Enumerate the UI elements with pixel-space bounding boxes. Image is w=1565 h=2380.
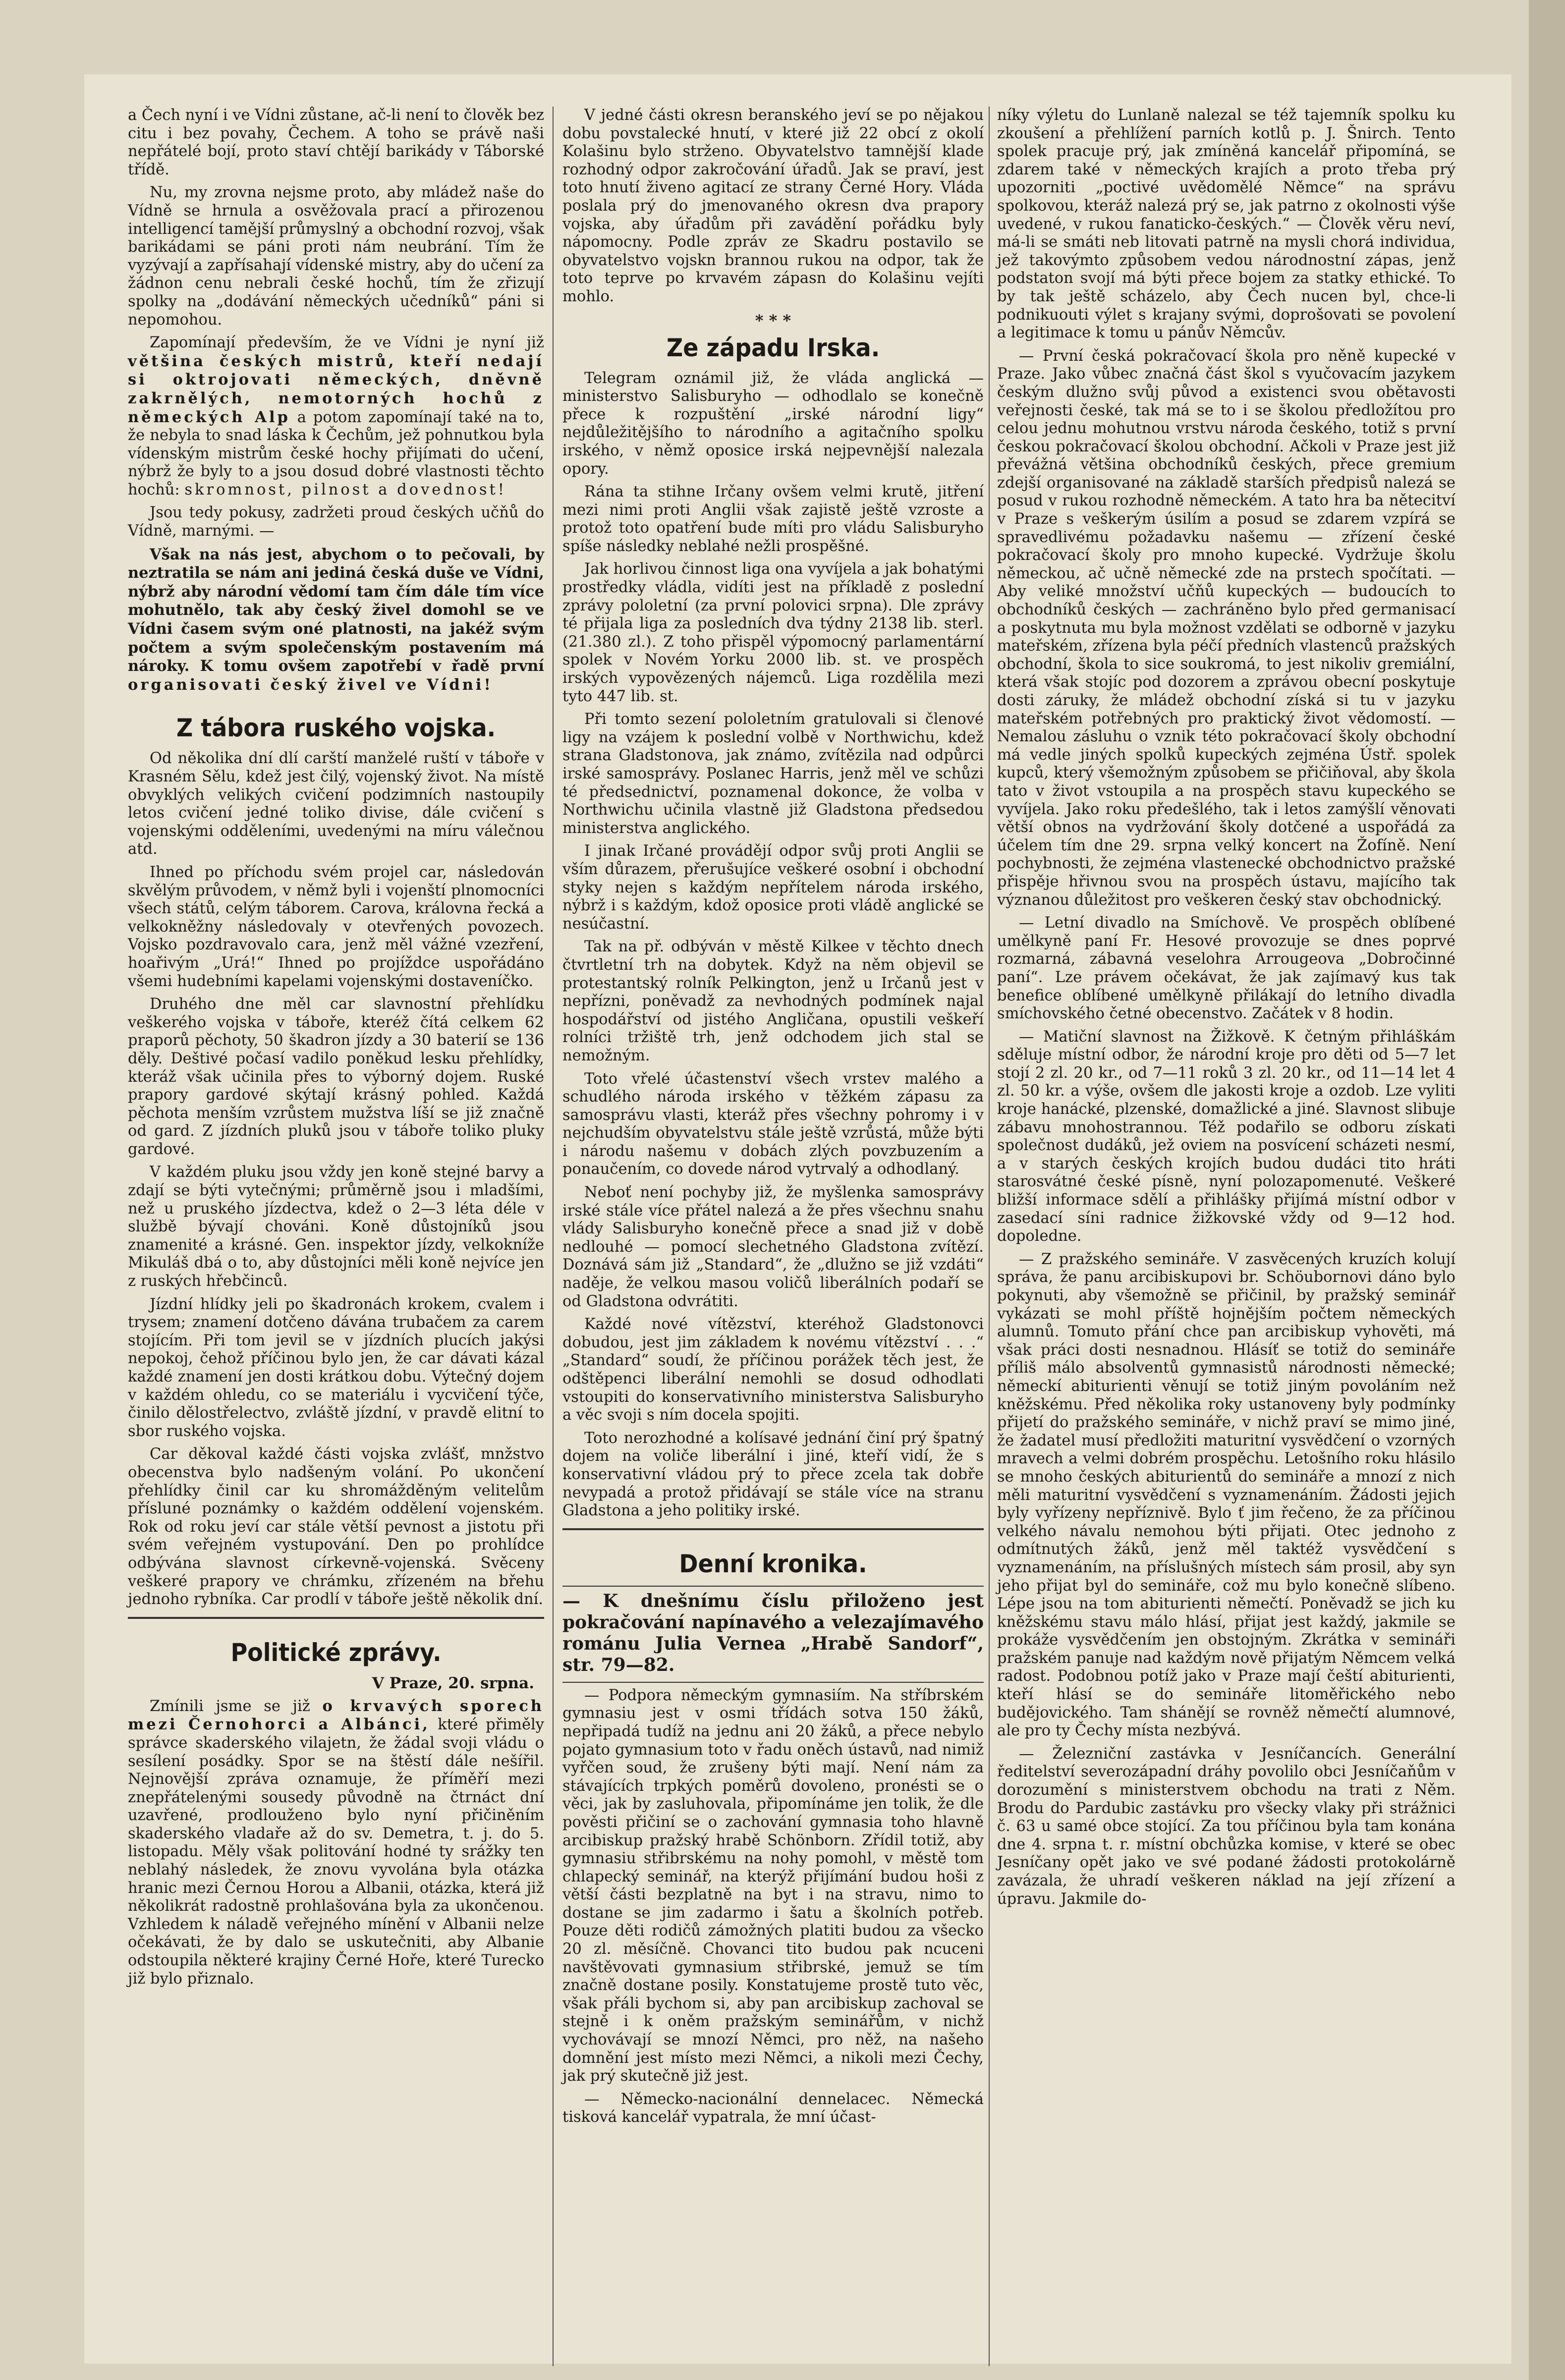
paragraph: Ihned po příchodu svém projel car, následován skvělým průvodem, v němž byli i vojenští plnomocníci všech států, celým táborem. Carova, královna řecká a velkokněžny následovaly v otevřených povozech. Vojsko pozdravovalo cara, jenž měl vážné vzezření, hoařivým „Urá!“ Ihned po projíždce uspořádáno všemi hudebními kapelami vojenskými dostaveníčko.	[128, 863, 544, 990]
paragraph: Toto nerozhodné a kolísavé jednání činí prý špatný dojem na voliče liberální i jiné, kteří vidí, že s konservativní vládou prý to přece zcela tak dobře nevypadá a protož přidávají se stále více na stranu Gladstona a jeho politiky irské.	[562, 1429, 984, 1520]
paragraph: Druhého dne měl car slavnostní přehlídku veškerého vojska v táboře, kteréž čítá celkem 62 praporů pěchoty, 50 škadron jízdy a 30 baterií se 136 děly. Deštivé počasí vadilo poněkud lesku přehlídky, kteráž však učinila přes to výborný dojem. Ruské prapory gardové skýtají krásný pohled. Každá pěchota menším vzrůstem mužstva líší se již značně od gard. Z jízdních pluků jsou v táboře toliko pluky gardové.	[128, 996, 544, 1158]
paragraph: Zapomínají především, že ve Vídni je nyní již většina českých mistrů, kteří nedají si oktrojovati německých, dněvně zakrnělých, nemotorných hochů z německých Alp a potom zapomínají také na to, že nebyla to snad láska k Čechům, jež pohnutkou byla vídenským mistrům české hochy přijímati do učení, nýbrž že byly to a jsou dosud dobré vlastnosti těchto hochů: skromnost, pilnost a dovednost!	[128, 334, 545, 498]
paragraph: Každé nové vítězství, kteréhož Gladstonovci dobudou, jest jim základem k novému vítězství . . .“ „Standard“ soudí, že příčinou porážek těch jest, že odštěpenci liberální nemohli se dosud odhodlati vstoupiti do konservativního ministerstva Salisburyho a věc svoji s ním docela spojiti.	[562, 1316, 984, 1424]
paragraph: I jinak Irčané provádějí odpor svůj proti Anglii se vším důrazem, přerušujíce veškeré osobní i obchodní styky nejen s každým nepřítelem národa irského, nýbrž i s každým, kdož oposice proti vládě anglické se nesúčastní.	[562, 842, 984, 933]
paragraph: Neboť není pochyby již, že myšlenka samosprávy irské stále více přátel nalezá a že přes všechnu snahu vlády Salisburyho konečně přece a snad již v době nedlouhé — pomocí slechetného Gladstona zvítězí. Doznává sám již „Standard“, že „dlužno se již vzdáti“ naděje, že velkou masou voličů liberálních podaří se od Gladstona odvrátiti.	[562, 1184, 984, 1310]
paragraph: Nu, my zrovna nejsme proto, aby mládež naše do Vídně se hrnula a osvěžovala prací a přirozenou intelligencí tamější průmyslný a obchodní rozvoj, však barikádami se páni proti nám neubrání. Tím že vyzývají a zapřísahají vídenské mistry, aby do učení za žádnon cenu nebrali české hochů, tím že zřizují spolky na „dodávání německých učedníků“ páni si nepomohou.	[128, 184, 544, 329]
section-rule	[562, 1586, 984, 1587]
paragraph: — Letní divadlo na Smíchově. Ve prospěch oblíbené umělkyně paní Fr. Hesové provozuje se dnes poprvé rozmarná, zábavná veselohra Arrougeova „Dobročinné paní“. Lze právem očekávat, že jak zajímavý kus tak benefice oblíbené umělkyně přilákají do letního divadla smíchovského četné obecenstvo. Začátek v 8 hodin.	[997, 914, 1455, 1023]
paragraph: — Železniční zastávka v Jesníčancích. Generální ředitelství severozápadní dráhy povolilo obci Jesníčaňům v dorozumění s ministerstvem obchodu na trati z Něm. Brodu do Pardubic zastávku pro všecky vlaky při strážnici č. 63 u samé obce stojící. Za tou příčinou byla tam konána dne 4. srpna t. r. místní obchůzka komise, v které se obec Jesníčany opět jako ve své podané žádosti protokolárně zavázala, že uhradí veškeren náklad na její zřízení a úpravu. Jakmile do-	[997, 1745, 1455, 1908]
paragraph: Od několika dní dlí carští manželé ruští v táboře v Krasném Sělu, kdež jest čilý, vojenský život. Na místě obvyklých velikých cvičení podzimních nastoupily letos cvičení jedné toliko divise, dále cvičení s vojenskými odděleními, uvedenými na míru válečnou atd.	[128, 750, 544, 858]
paragraph: Tak na př. odbýván v městě Kilkee v těchto dnech čtvrtletní trh na dobytek. Když na něm objevil se protestantský rolník Pelkington, jenž u Irčanů jest v nepřízni, poněvadž za nevhodných podmínek najal hospodářství od jistého Angličana, opustili veškeří rolníci tržiště trh, jenž odchodem jich stal se nemožným.	[562, 938, 984, 1064]
separator-stars: * * *	[755, 311, 791, 330]
section-rule	[562, 1528, 984, 1530]
paragraph: Jsou tedy pokusy, zadržeti proud českých učňů do Vídně, marnými. —	[128, 504, 544, 540]
supplement-notice: — K dnešnímu číslu přiloženo jest pokračování napínavého a velezajímavého románu Julia Vernea „Hrabě Sandorf“, str. 79—82.	[562, 1590, 984, 1675]
paragraph: — První česká pokračovací škola pro něně kupecké v Praze. Jako vůbec značná část škol s vyučovacím jazykem českým dlužno svůj původ a existenci svou obětavosti veřejnosti české, tak má se to i se školou předložítou pro celou jednu mohutnou vrstvu národa českého, totiž s první českou pokračovací školou obchodní. Ačkoli v Praze jest již převážná většina obchodníků českých, přece gremium zdejší organisované na základě starších předpisů nalezá se posud v rukou rozhodně německém. A tato hra ba nětecitví v Praze s veškerým úsilím a posud se zdarem vzpírá se spravedlivému požadavku našemu — zřízení české pokračovací školy pro mnoho kupecké. Vydržuje školu německou, ač učně německé zde na prstech spočítati. — Aby veliké množství učňů kupeckých — budoucích to obchodníků českých — zachráněno bylo před germanisací a poskytnuta mu byla možnost vzdělati se odborně v jazyku mateřském, zřízena byla péčí předních vlastenců pražských obchodní, škola to sice soukromá, to jest nikoliv gremiální, která však stojíc pod dozorem a zprávou obecní poskytuje dosti záruky, že mládež obchodní získá si tu v jazyku mateřském potřebných pro praktický život vědomostí. — Nemalou zásluhu o vznik této pokračovací školy obchodní má vedle jiných spolků kupeckých zejména Ústř. spolek kupců, který všemožným způsobem se přičiňoval, aby škola tato v život vstoupila a na prospěch stavu kupeckého se vyvíjela. Jako roku předešlého, tak i letos zamýšlí věnovati větší obnos na vydržování školy dotčené a uspořádá za účelem tím dne 29. srpna velký koncert na Žofíně. Není pochybnosti, že zejména vlastenecké obchodnictvo pražské přispěje hřivnou svou na prospěch ústavu, majícího tak význanou důležitost pro veškeren český stav obchodnický.	[997, 347, 1455, 909]
paragraph: — Podpora německým gymnasiím. Na stříbrském gymnasiu jest v osmi třídách sotva 150 žáků, nepřipadá tudíž na jednu ani 20 žáků, a přece nebylo pojato gymnasium toto v řadu oněch ústavů, nad nimiž vyřčen soud, že zrušeny býti mají. Není nám za stávajících trpkých poměrů dovoleno, pronésti se o věci, jak by zasluhovala, připomínáme jen tolik, že dle pověsti přičiní se o zachování gymnasia toho hlavně arcibiskup pražský hrabě Schönborn. Zřídil totiž, aby gymnasiu střibrskému na nohy pomohl, v městě tom chlapecký seminář, na kterýž přijímání budou hoši z větší části bezplatně na byt i na stravu, nimo to dostane se jim zadarmo i šatu a školních potřeb. Pouze děti rodičů zámožných platiti budou za všecko 20 zl. měsíčně. Chovanci tito budou pak ncuceni navštěvovati gymnasium střibrské, jemuž se tím značně dostane posily. Konstatujeme prostě tuto věc, však přáli bychom si, aby pan arcibiskup zachoval se stejně i k oněm pražským seminářům, v nichž vychovávají se mnozí Němci, pro něž, na našeho domnění jest místo mezi Němci, a nikoli mezi Čechy, jak prý skutečně již jest.	[562, 1686, 984, 2085]
paragraph: — Německo-nacionální dennelacec. Německá tisková kancelář vypatrala, že mní účast-	[562, 2090, 984, 2126]
paragraph: — Z pražského semináře. V zasvěcených kruzích kolují správa, že panu arcibiskupovi br. Schöubornovi dáno bylo pokynuti, aby všemožně se přičinil, by pražský seminář vykázati se mohl příště hojnějším počtem německých alumnů. Tomuto přání chce pan arcibiskup vyhověti, má však práci dosti nesnadnou. Hlásíť se totiž do semináře příliš málo absolventů gymnasistů národnosti německé; německí abiturienti věnují se totiž jiným povoláním než kněžskému. Před několika roky ustanoveny byly podmínky přijetí do pražského semináře, v nichž praví se mimo jiné, že žadatel musí předložiti maturitní vysvědčení o vzorných mravech a velmi dobrém prospěchu. Letošního roku hlásilo se mnoho českých abiturientů do semináře a mnozí z nich měli maturitní vysvědčení s vyznamenáním. Žádosti jejich byly vyřízeny nepříznivě. Bylo ť jim řečeno, že za příčinou velkého návalu nemohou býti přijati. Otec jednoho z odmítnutých žáků, jenž měl taktéž vysvědčení s vyznamenáním, na příslušných místech sám prosil, aby syn jeho přijat byl do semináře, což mu bylo konečně slíbeno. Lépe jsou na tom abiturienti němečtí. Poněvadž se jich ku kněžskému stavu málo hlásí, přijat jest každý, jakmile se prokáže vysvědčením jen obstojným. Zkrátka v semináři pražském panuje nad každým nově přijatým Němcem velká radost. Podobnou potíž jako v Praze mají čeští abiturienti, kteří hlásí se do semináře litoměřického nebo budějovického. Tam shánějí se rovněž němečtí alumnové, ale pro ty Čechy místa nezbývá.	[997, 1250, 1455, 1740]
section-heading: Z tábora ruského vojska.	[176, 714, 496, 743]
paragraph: V každém pluku jsou vždy jen koně stejné barvy a zdají se býti vytečnými; průměrně jsou i mladšími, než u pruského jízdectva, kdež o 2—3 léta déle v službě bývají chováni. Koně důstojníků jsou znamenité a krásné. Gen. inspektor jízdy, velkokníže Mikuláš dbá o to, aby důstojníci měli koně nejvíce jen z ruských hřebčinců.	[128, 1163, 544, 1290]
paragraph: — Matiční slavnost na Žižkově. K četným přihláškám sděluje místní odbor, že národní kroje pro děti od 5—7 let stojí 2 zl. 20 kr., od 7—11 roků 3 zl. 20 kr., od 11—14 let 4 zl. 50 kr. a výše, ovšem dle jakosti kroje a ozdob. Lze vyliti kroje hanácké, plzenské, domažlické a jiné. Slavnost slibuje zábavu mnohostrannou. Též podařilo se odboru získati společnost dudáků, jež oviem na posvícení scházeti nesmí, a v starých českých krojích budou dudáci tito hráti starosvátné české písně, nyní polozapomenuté. Veškeré bližší informace sdělí a přihlášky přijímá místní odbor v zasedací síni radnice žižkovské vždy od 9—12 hod. dopoledne.	[997, 1028, 1455, 1245]
paragraph: Jak horlivou činnost liga ona vyvíjela a jak bohatými prostředky vládla, vidíti jest na příkladě z poslední zprávy pololetní (za první polovici srpna). Dle zprávy té přijala liga za posledních dva týdny 2138 lib. sterl. (21.380 zl.). Z toho přispěl výpomocný parlamentární spolek v Novém Yorku 2000 lib. st. ve prospěch irských vypovězených nájemců. Liga rozdělila mezi tyto 447 lib. st.	[562, 560, 984, 705]
paragraph: Jízdní hlídky jeli po škadronách krokem, cvalem i trysem; znamení dotčeno dávána trubačem za carem stojícím. Při tom jevil se v jízdních plucích jakýsi nepokoj, čehož příčinou bylo jen, že car dávati kázal každé znamení jen dosti krátkou dobu. Výtečný dojem v každém ohledu, co se materiálu i vycvičení týče, činilo dělostřelectvo, zvláště jízdní, v pravdě elitní to sbor ruského vojska.	[128, 1295, 544, 1440]
section-heading: Ze západu Irska.	[666, 333, 880, 362]
paragraph: Však na nás jest, abychom o to pečovali, by neztratila se nám ani jediná česká duše ve Vídni, nýbrž aby národní vědomí tam čím dále tím více mohutnělo, tak aby český živel domohl se ve Vídni časem svým oné platnosti, na jakéž svým počtem a svým společenským postavením má nároky. K tomu ovšem zapotřebí v řadě první organisovati český živel ve Vídni!	[128, 545, 544, 694]
paragraph: a Čech nyní i ve Vídni zůstane, ač-li není to člověk bez citu i bez povahy, Čechem. A toho se právě naši nepřátelé bojí, proto staví chtějí barikády v Táborské třídě.	[128, 107, 544, 178]
paragraph: Car děkoval každé části vojska zvlášť, mnžstvo obecenstva bylo nadšeným volání. Po ukončení přehlídky činil car ku shromážděným velitelům přísluné poznámky o každém oddělení vojenském. Rok od roku jeví car stále větší pevnost a jistotu při svém veřejném vystupování. Den po prohlídce odbývána slavnost církevně-vojenská. Svěceny veškeré prapory ve chrámku, zřízeném na břehu jednoho rybníka. Car prodlí v táboře ještě několik dní.	[128, 1445, 544, 1608]
section-rule	[128, 1617, 544, 1619]
paragraph: Při tomto sezení pololetním gratulovali si členové ligy na vzájem k poslední volbě v Northwichu, kdež strana Gladstonova, jak známo, zvítězila nad odpůrci irské samosprávy. Poslanec Harris, jenž měl ve schůzi té předsednictví, poznamenal dokonce, že volba v Northwichu učinila vlastně již Gladstona předsedou ministerstva anglického.	[562, 711, 984, 837]
section-rule	[562, 1682, 984, 1683]
page-edge	[1529, 0, 1565, 2380]
column-divider	[989, 107, 990, 2366]
section-heading: Denní kronika.	[679, 1549, 867, 1578]
paragraph: Rána ta stihne Irčany ovšem velmi krutě, jitření mezi nimi proti Anglii však zajistě ještě vzroste a protož toto opatření bude míti pro vládu Salisburyho spíše následky neblahé nežli prospěšné.	[562, 483, 984, 555]
column-3	[997, 107, 1455, 1913]
column-1	[128, 107, 544, 1993]
section-heading: Politické zprávy.	[230, 1638, 442, 1667]
paragraph: V jedné části okresn beranského jeví se po nějakou dobu povstalecké hnutí, v které již 22 obcí z okolí Kolašinu bylo strženo. Obyvatelstvo tamnější klade rozhodný odpor zakročování úřadů. Jak se praví, jest toto hnutí živeno agitací ze strany Černé Hory. Vláda poslala prý do jmenovaného okresn dva prapory vojska, aby úřadům při zavádění pořádku byly nápomocny. Podle zpráv ze Skadru postavilo se obyvatelstvo vojskn brannou rukou na odpor, tak že toto teprve po krvavém zápasn do Kolašinu vejíti mohlo.	[562, 107, 984, 305]
paragraph: níky výletu do Lunlaně nalezal se též tajemník spolku ku zkoušení a přehlížení parních kotlů p. J. Šnirch. Tento spolek pracuje prý, jak zmíněná kancelář připomíná, se zdarem také v německých krajích a proto třeba prý upozorniti „poctivé uvědomělé Němce“ na správu spolkovou, kteráž nalezá prý se, jak patrno z okolnosti výše uvedené, v rukou fanaticko-českých.“ — Člověk věru neví, má-li se smáti neb litovati patrně na mysli chorá individua, jež takovýmto způsobem vedou národnostní zápas, jenž podstaton svojí má býti přece bojem za statky ethické. To by tak ještě scházelo, aby Čech nucen byl, chce-li podnikuouti výlet s krajany svými, doprošovati se povolení a legitimace k tomu u pánův Němcův.	[997, 107, 1455, 342]
paragraph: Zmínili jsme se již o krvavých sporech mezi Černohorci a Albánci, které přiměly správce skaderského vilajetn, že žádal svoji vládu o sesílení posádky. Spor se na štěstí dále nešířil. Nejnovější zpráva oznamuje, že příměří mezi znepřátelenými sousedy původně na čtrnáct dní uzavřené, prodlouženo bylo nyní přičiněním skaderského vladaře až do sv. Demetra, t. j. do 5. listopadu. Měly však politování hodné ty srážky ten neblahý následek, že znovu vyvolána byla otázka hranic mezi Černou Horou a Albanii, otázka, která již několikrát radostně prohlašována byla za ukončenou. Vzhledem k náladě veřejného mínění v Albanii nelze očekávati, že by dalo se uskutečniti, aby Albanie odstoupila některé krajiny Černé Hoře, které Turecko již bylo přiznalo.	[128, 1697, 544, 1988]
column-2	[562, 107, 984, 2132]
paragraph: Toto vřelé účastenství všech vrstev malého a schudlého národa irského v těžkém zápasu za samosprávu vlasti, kteráž přes všechny pohromy i v nejchudším obyvatelstvu stále ještě vzrůstá, může býti i národu našemu v dobách zlých povzbuzením a ponaučením, co dovede národ vytrvalý a odhodlaný.	[562, 1070, 984, 1178]
paragraph: Telegram oznámil již, že vláda anglická — ministerstvo Salisburyho — odhodlalo se konečně přece k rozpuštění „irské národní ligy“ nejdůležitějšího to národního a agitačního spolku irského, v němž oposice irská nejpevnější nalezala opory.	[562, 369, 984, 478]
dateline: V Praze, 20. srpna.	[372, 1674, 534, 1692]
column-divider	[553, 107, 554, 2366]
